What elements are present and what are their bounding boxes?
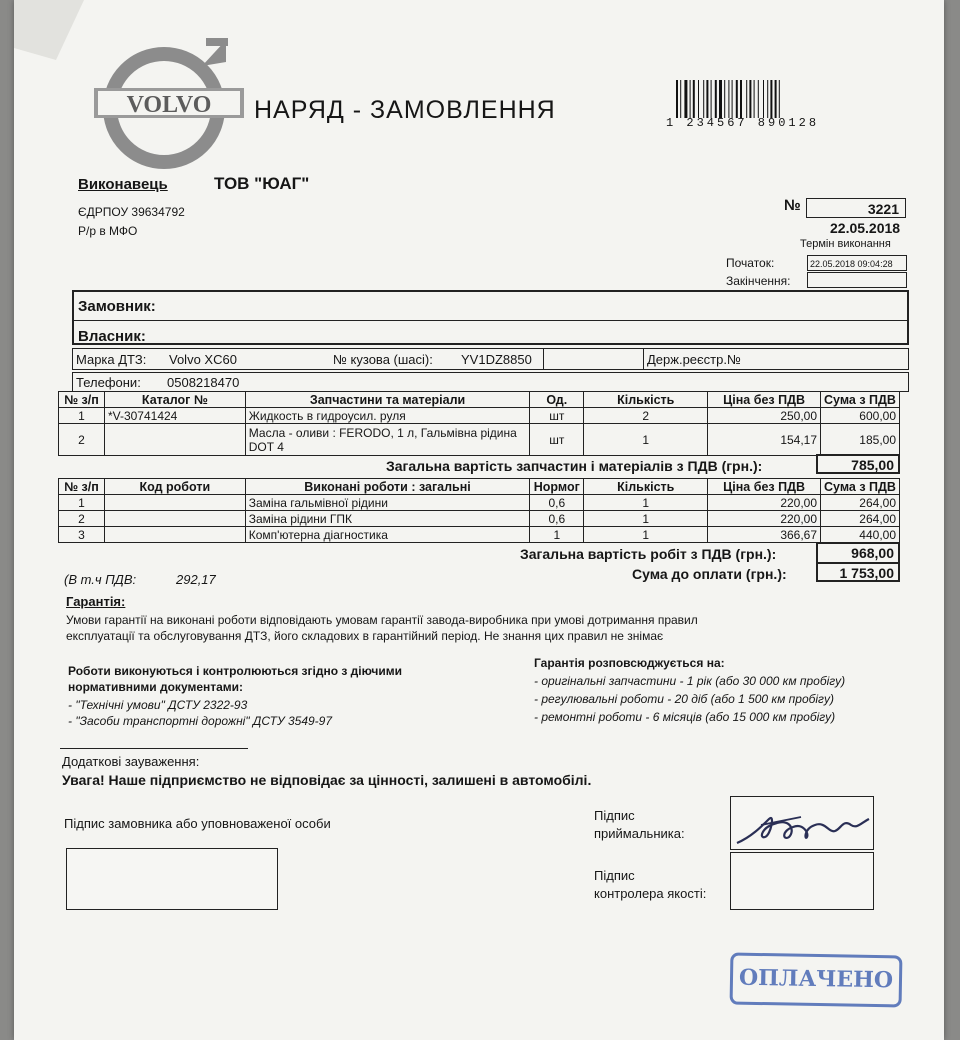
customer-signature-box	[66, 848, 278, 910]
parts-total-label: Загальна вартість запчастин і матеріалів з ПДВ (грн.):	[386, 458, 763, 474]
col-norm: Нормог	[530, 479, 584, 495]
start-label: Початок:	[726, 256, 775, 270]
scope-title: Гарантія розповсюджується на:	[534, 656, 725, 670]
col-unit: Од.	[530, 392, 584, 408]
start-value: 22.05.2018 09:04:28	[807, 255, 907, 271]
signature-icon	[731, 797, 875, 851]
due-value: 1 753,00	[816, 562, 900, 582]
car-label: Марка ДТЗ:	[76, 352, 147, 367]
parts-header-row	[59, 392, 900, 408]
barcode-number: 1 234567 890128	[666, 116, 820, 130]
warning-text: Увага! Наше підприємство не відповідає за цінності, залишені в автомобілі.	[62, 772, 592, 788]
col-catalog: Каталог №	[104, 392, 245, 408]
receiver-label-1: Підпис	[594, 808, 635, 823]
phone-label: Телефони:	[76, 375, 141, 390]
col-quantity: Кількість	[584, 392, 708, 408]
end-value	[807, 272, 907, 288]
col-number: № з/п	[59, 392, 105, 408]
table-row: 1 *V-30741424 Жидкость в гидроусил. руля шт 2 250,00 600,00	[59, 408, 900, 424]
col-price: Ціна без ПДВ	[708, 479, 821, 495]
divider	[60, 748, 248, 749]
col-sum: Сума з ПДВ	[821, 392, 900, 408]
controller-signature-box	[730, 852, 874, 910]
vin-label: № кузова (шасі):	[333, 352, 433, 367]
scope-item: - оригінальні запчастини - 1 рік (або 30 000 км пробігу)	[534, 674, 846, 688]
works-total-value: 968,00	[816, 542, 900, 562]
volvo-logo	[94, 26, 244, 176]
phone-value: 0508218470	[167, 375, 240, 390]
table-row: 2 Заміна рідини ГПК 0,6 1 220,00 264,00	[59, 511, 900, 527]
col-number: № з/п	[59, 479, 105, 495]
receiver-label-2: приймальника:	[594, 826, 685, 841]
col-parts: Запчастини та матеріали	[245, 392, 530, 408]
order-number: 3221	[806, 198, 906, 218]
receiver-signature-box	[730, 796, 874, 850]
warranty-text-1: Умови гарантії на виконані роботи відповідають умовам гарантії завода-виробника при умові дотримання правил	[66, 613, 698, 627]
table-row: 2 Масла - оливи : FERODO, 1 л, Гальмівна рідина DOT 4 шт 1 154,17 185,00	[59, 424, 900, 456]
parts-total-value: 785,00	[816, 454, 900, 474]
standard-item: - "Засоби транспортні дорожні" ДСТУ 3549-97	[68, 714, 333, 728]
standards-title-2: нормативними документами:	[68, 680, 244, 694]
paid-stamp: ОПЛАЧЕНО	[730, 953, 903, 1008]
col-price: Ціна без ПДВ	[708, 392, 821, 408]
end-label: Закінчення:	[726, 274, 791, 288]
table-row: 3 Комп'ютерна діагностика 1 1 366,67 440,00	[59, 527, 900, 543]
order-number-label: №	[784, 197, 801, 214]
col-work-code: Код роботи	[104, 479, 245, 495]
parts-table	[58, 391, 900, 456]
controller-label-1: Підпис	[594, 868, 635, 883]
works-total-label: Загальна вартість робіт з ПДВ (грн.):	[520, 546, 777, 562]
col-quantity: Кількість	[584, 479, 708, 495]
paper-corner	[14, 0, 84, 60]
executor-label: Виконавець	[78, 176, 168, 193]
executor-name: ТОВ "ЮАГ"	[214, 174, 310, 193]
due-label: Сума до оплати (грн.):	[632, 566, 787, 582]
scope-item: - регулювальні роботи - 20 діб (або 1 500 км пробігу)	[534, 692, 834, 706]
vat-value: 292,17	[176, 572, 216, 587]
svg-text:VOLVO: VOLVO	[126, 92, 212, 118]
controller-label-2: контролера якості:	[594, 886, 707, 901]
col-sum: Сума з ПДВ	[821, 479, 900, 495]
col-works: Виконані роботи : загальні	[245, 479, 530, 495]
warranty-title: Гарантія:	[66, 594, 126, 609]
client-box	[72, 290, 909, 345]
owner-label: Власник:	[78, 328, 146, 345]
reg-label: Держ.реєстр.№	[647, 352, 741, 367]
customer-label: Замовник:	[78, 298, 156, 315]
car-value: Volvo XC60	[169, 352, 237, 367]
vin-value: YV1DZ8850	[461, 352, 532, 367]
barcode-icon	[674, 80, 840, 118]
document-title: НАРЯД - ЗАМОВЛЕННЯ	[254, 96, 556, 124]
warranty-text-2: експлуатації та обслуговування ДТЗ, його складових в гарантійний період. Не знання цих правил не знімає	[66, 629, 664, 643]
works-table	[58, 478, 900, 543]
edrpou: ЄДРПОУ 39634792	[78, 205, 185, 219]
order-date: 22.05.2018	[830, 220, 901, 236]
standard-item: - "Технічні умови" ДСТУ 2322-93	[68, 698, 248, 712]
standards-title-1: Роботи виконуються і контролюються згідно з діючими	[68, 664, 403, 678]
works-header-row	[59, 479, 900, 495]
table-row: 1 Заміна гальмівної рідини 0,6 1 220,00 264,00	[59, 495, 900, 511]
phone-row	[72, 372, 909, 392]
term-label: Термін виконання	[800, 238, 891, 250]
account: Р/р в МФО	[78, 224, 138, 238]
notes-label: Додаткові зауваження:	[62, 754, 200, 769]
customer-signature-label: Підпис замовника або уповноваженої особи	[64, 816, 331, 831]
scope-item: - ремонтні роботи - 6 місяців (або 15 000 км пробігу)	[534, 710, 836, 724]
car-row	[72, 348, 909, 370]
document-page	[14, 0, 944, 1040]
vat-label: (В т.ч ПДВ:	[64, 572, 137, 587]
